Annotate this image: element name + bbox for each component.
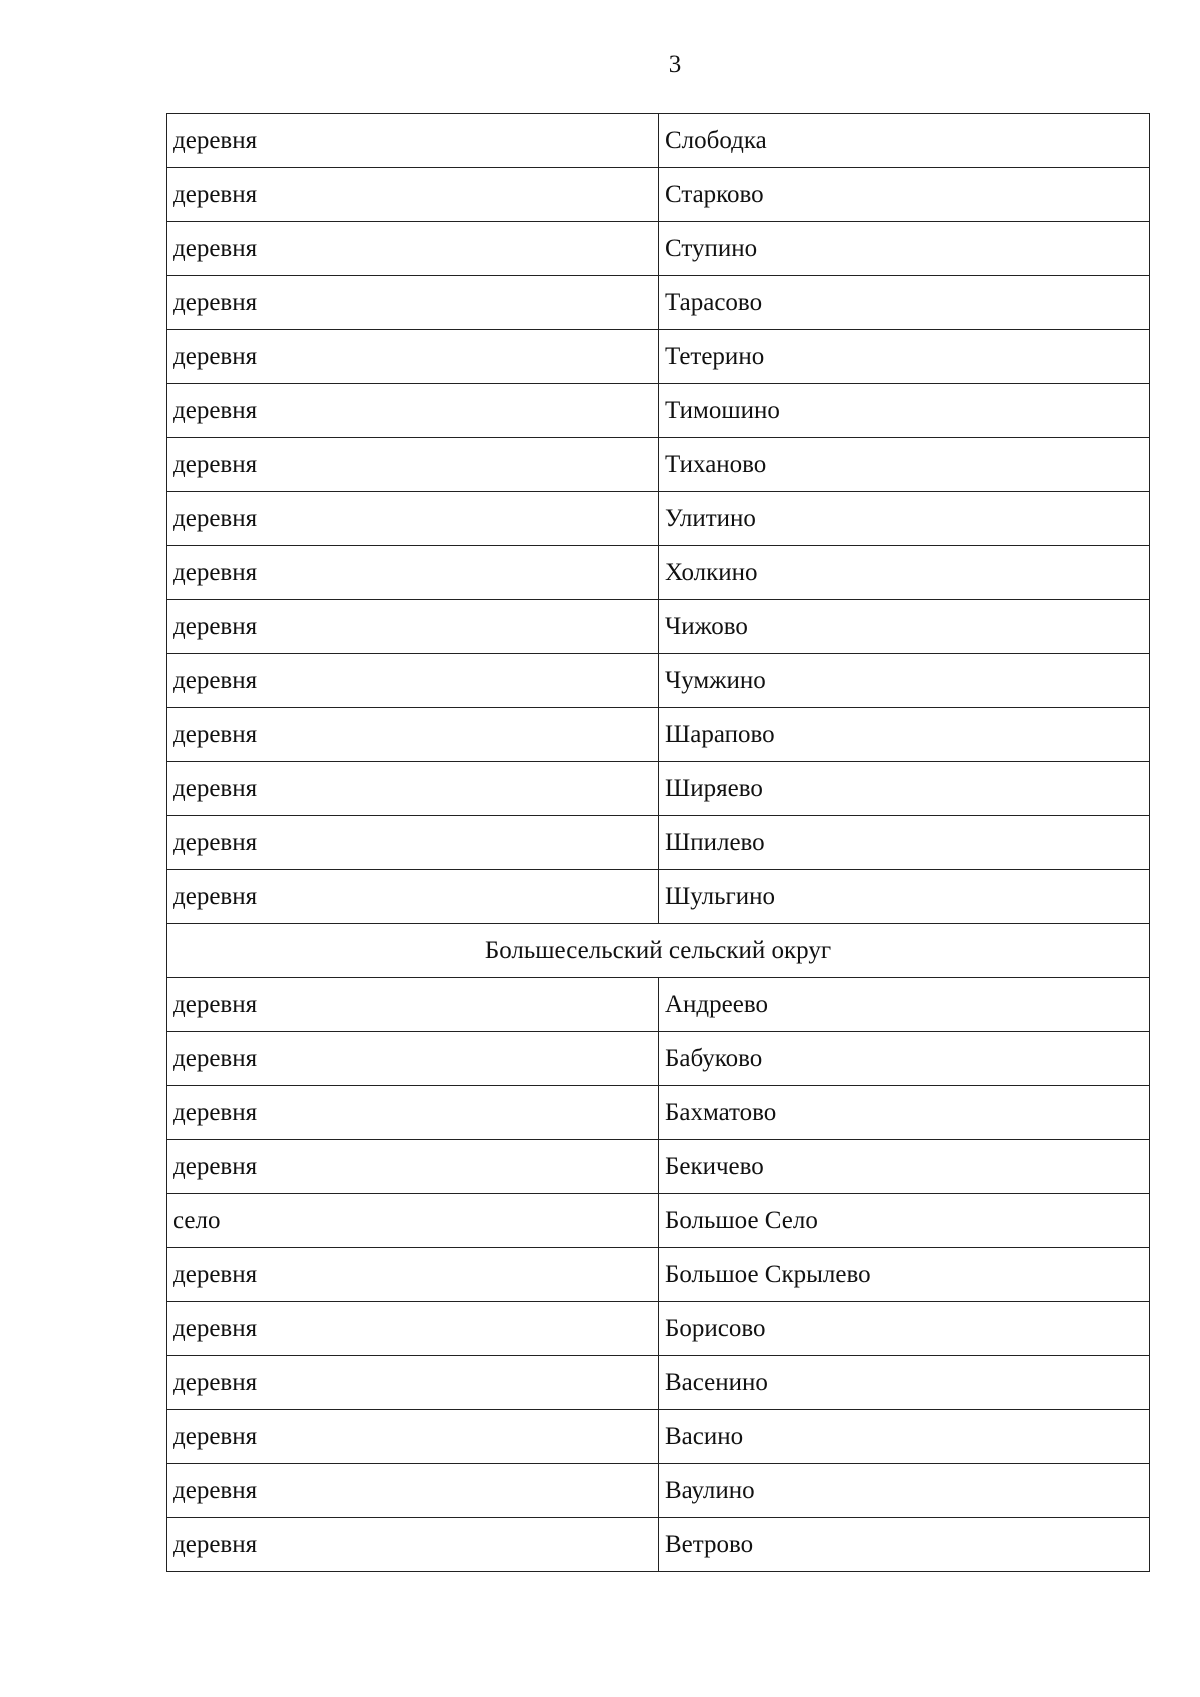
- settlement-type-cell: деревня: [167, 492, 659, 546]
- settlement-name-cell: Холкино: [659, 546, 1150, 600]
- settlements-table-body: [167, 114, 1150, 1572]
- table-row: [167, 1356, 1150, 1410]
- settlement-type-cell: деревня: [167, 1464, 659, 1518]
- settlement-type-cell: деревня: [167, 546, 659, 600]
- settlement-name-cell: Тарасово: [659, 276, 1150, 330]
- table-row: [167, 1194, 1150, 1248]
- settlement-type-cell: деревня: [167, 276, 659, 330]
- settlement-name-cell: Бабуково: [659, 1032, 1150, 1086]
- settlement-type-cell: деревня: [167, 1086, 659, 1140]
- table-row: [167, 1464, 1150, 1518]
- settlement-type-cell: деревня: [167, 708, 659, 762]
- settlement-name-cell: Слободка: [659, 114, 1150, 168]
- settlement-name-cell: Шульгино: [659, 870, 1150, 924]
- settlement-name-cell: Андреево: [659, 978, 1150, 1032]
- settlement-name-cell: Улитино: [659, 492, 1150, 546]
- settlement-type-cell: деревня: [167, 1302, 659, 1356]
- table-row: [167, 1248, 1150, 1302]
- section-header-row: [167, 924, 1150, 978]
- settlement-name-cell: Ступино: [659, 222, 1150, 276]
- settlement-type-cell: деревня: [167, 114, 659, 168]
- settlement-name-cell: Большое Село: [659, 1194, 1150, 1248]
- settlement-type-cell: деревня: [167, 330, 659, 384]
- settlement-name-cell: Шпилево: [659, 816, 1150, 870]
- table-row: [167, 816, 1150, 870]
- settlements-table: [166, 113, 1150, 1572]
- table-row: [167, 546, 1150, 600]
- table-row: [167, 978, 1150, 1032]
- settlement-type-cell: деревня: [167, 384, 659, 438]
- settlement-name-cell: Бахматово: [659, 1086, 1150, 1140]
- settlement-type-cell: деревня: [167, 1356, 659, 1410]
- settlement-type-cell: деревня: [167, 1410, 659, 1464]
- settlement-name-cell: Старково: [659, 168, 1150, 222]
- table-row: [167, 870, 1150, 924]
- table-row: [167, 600, 1150, 654]
- settlement-type-cell: деревня: [167, 600, 659, 654]
- settlement-name-cell: Тетерино: [659, 330, 1150, 384]
- settlement-name-cell: Тимошино: [659, 384, 1150, 438]
- page-number: 3: [668, 51, 682, 78]
- table-row: [167, 1410, 1150, 1464]
- settlement-type-cell: деревня: [167, 654, 659, 708]
- settlement-type-cell: деревня: [167, 870, 659, 924]
- settlement-name-cell: Васино: [659, 1410, 1150, 1464]
- table-row: [167, 492, 1150, 546]
- settlement-name-cell: Борисово: [659, 1302, 1150, 1356]
- settlement-type-cell: деревня: [167, 1248, 659, 1302]
- section-heading: Большесельский сельский округ: [167, 924, 1150, 978]
- table-row: [167, 330, 1150, 384]
- settlement-name-cell: Ветрово: [659, 1518, 1150, 1572]
- settlement-type-cell: деревня: [167, 762, 659, 816]
- settlement-type-cell: деревня: [167, 168, 659, 222]
- table-row: [167, 276, 1150, 330]
- table-row: [167, 438, 1150, 492]
- settlement-type-cell: деревня: [167, 1032, 659, 1086]
- table-row: [167, 114, 1150, 168]
- settlement-name-cell: Чумжино: [659, 654, 1150, 708]
- settlement-type-cell: село: [167, 1194, 659, 1248]
- table-row: [167, 708, 1150, 762]
- table-row: [167, 1086, 1150, 1140]
- table-row: [167, 168, 1150, 222]
- settlement-type-cell: деревня: [167, 1518, 659, 1572]
- settlement-name-cell: Чижово: [659, 600, 1150, 654]
- settlement-name-cell: Большое Скрылево: [659, 1248, 1150, 1302]
- settlement-name-cell: Тиханово: [659, 438, 1150, 492]
- settlement-type-cell: деревня: [167, 438, 659, 492]
- table-row: [167, 1518, 1150, 1572]
- settlement-name-cell: Шарапово: [659, 708, 1150, 762]
- table-row: [167, 384, 1150, 438]
- settlement-type-cell: деревня: [167, 222, 659, 276]
- settlement-type-cell: деревня: [167, 816, 659, 870]
- settlement-name-cell: Ваулино: [659, 1464, 1150, 1518]
- settlement-name-cell: Васенино: [659, 1356, 1150, 1410]
- table-row: [167, 762, 1150, 816]
- settlement-type-cell: деревня: [167, 978, 659, 1032]
- settlement-type-cell: деревня: [167, 1140, 659, 1194]
- table-row: [167, 654, 1150, 708]
- table-row: [167, 222, 1150, 276]
- settlement-name-cell: Бекичево: [659, 1140, 1150, 1194]
- table-row: [167, 1032, 1150, 1086]
- table-row: [167, 1140, 1150, 1194]
- settlement-name-cell: Ширяево: [659, 762, 1150, 816]
- table-row: [167, 1302, 1150, 1356]
